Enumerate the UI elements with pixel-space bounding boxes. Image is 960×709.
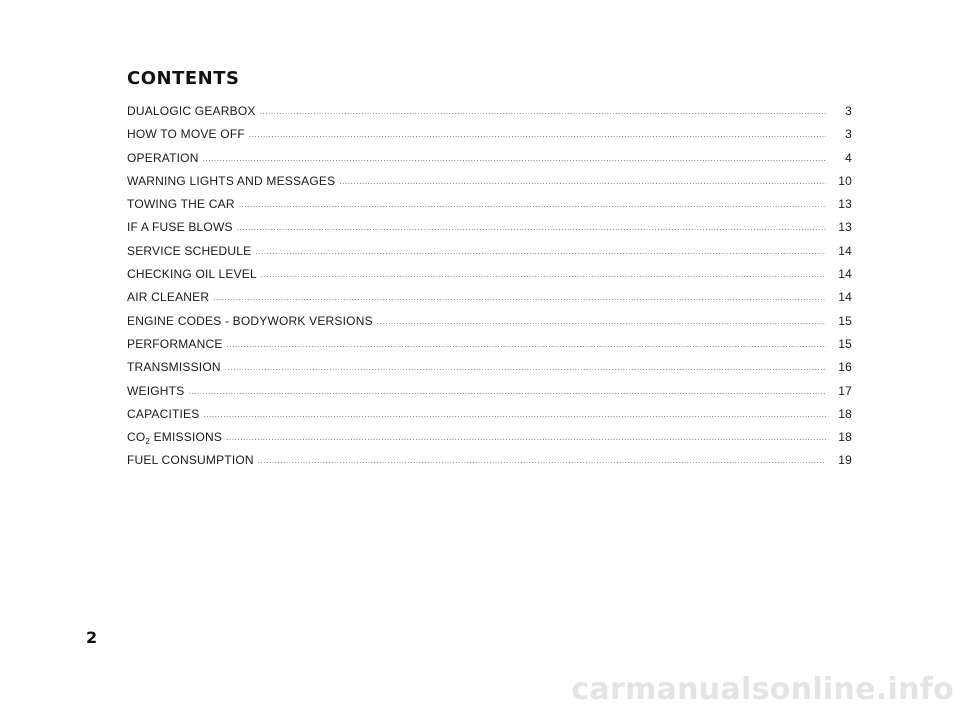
toc-entry-page: 13 <box>838 197 852 212</box>
toc-entry-co2-emissions[interactable] <box>127 430 852 453</box>
toc-dot-leader <box>203 154 826 163</box>
toc-entry-label: FUEL CONSUMPTION <box>127 453 254 468</box>
toc-entry-label: OPERATION <box>127 150 199 165</box>
toc-dot-leader <box>339 177 826 186</box>
site-watermark: carmanualsonline.info <box>571 672 954 707</box>
toc-entry-page: 19 <box>838 453 852 468</box>
toc-entry-page: 10 <box>838 173 852 188</box>
toc-dot-leader <box>255 247 826 256</box>
toc-dot-leader <box>188 387 826 396</box>
page-number: 2 <box>86 628 98 647</box>
toc-entry-performance[interactable] <box>127 337 852 360</box>
toc-entry-page: 3 <box>845 127 852 142</box>
toc-entry-page: 16 <box>838 360 852 375</box>
toc-dot-leader <box>213 293 826 302</box>
toc-entry-service-schedule[interactable] <box>127 244 852 267</box>
toc-label-subscript: 2 <box>145 437 151 447</box>
toc-entry-page: 18 <box>838 430 852 445</box>
toc-entry-towing-the-car[interactable] <box>127 197 852 220</box>
toc-entry-label <box>127 430 226 447</box>
toc-dot-leader <box>239 200 826 209</box>
page-title: CONTENTS <box>127 68 240 89</box>
toc-entry-label: CHECKING OIL LEVEL <box>127 267 257 282</box>
toc-dot-leader <box>249 130 826 139</box>
toc-entry-page: 15 <box>838 313 852 328</box>
toc-entry-label: AIR CLEANER <box>127 290 210 305</box>
toc-entry-checking-oil-level[interactable] <box>127 267 852 290</box>
table-of-contents <box>127 104 852 477</box>
toc-dot-leader <box>203 410 826 419</box>
toc-entry-page: 17 <box>838 383 852 398</box>
toc-entry-label: CAPACITIES <box>127 406 200 421</box>
toc-dot-leader <box>227 340 826 349</box>
toc-entry-warning-lights[interactable] <box>127 174 852 197</box>
toc-entry-page: 14 <box>838 290 852 305</box>
toc-entry-operation[interactable] <box>127 151 852 174</box>
toc-dot-leader <box>225 363 826 372</box>
toc-entry-label: WEIGHTS <box>127 383 185 398</box>
toc-entry-transmission[interactable] <box>127 360 852 383</box>
toc-entry-label: IF A FUSE BLOWS <box>127 220 233 235</box>
toc-entry-label: WARNING LIGHTS AND MESSAGES <box>127 173 336 188</box>
toc-dot-leader <box>261 270 826 279</box>
toc-entry-label: PERFORMANCE <box>127 336 223 351</box>
toc-entry-label: TOWING THE CAR <box>127 197 235 212</box>
toc-entry-label: SERVICE SCHEDULE <box>127 243 252 258</box>
toc-entry-page: 4 <box>845 150 852 165</box>
toc-dot-leader <box>237 223 826 232</box>
toc-entry-page: 3 <box>845 104 852 118</box>
toc-dot-leader <box>260 107 826 116</box>
toc-entry-label: ENGINE CODES - BODYWORK VERSIONS <box>127 313 373 328</box>
toc-entry-page: 18 <box>838 406 852 421</box>
toc-entry-capacities[interactable] <box>127 407 852 430</box>
toc-entry-if-a-fuse-blows[interactable] <box>127 220 852 243</box>
toc-dot-leader <box>377 317 826 326</box>
toc-label-text: CO <box>127 430 146 445</box>
toc-entry-page: 14 <box>838 243 852 258</box>
toc-entry-engine-codes[interactable] <box>127 314 852 337</box>
toc-entry-label: DUALOGIC GEARBOX <box>127 104 256 118</box>
toc-entry-dualogic-gearbox[interactable] <box>127 104 852 127</box>
toc-entry-label: TRANSMISSION <box>127 360 221 375</box>
toc-label-text-rest: EMISSIONS <box>150 430 223 445</box>
toc-entry-page: 14 <box>838 267 852 282</box>
toc-entry-weights[interactable] <box>127 384 852 407</box>
toc-entry-page: 15 <box>838 336 852 351</box>
toc-entry-fuel-consumption[interactable] <box>127 453 852 476</box>
toc-entry-label: HOW TO MOVE OFF <box>127 127 245 142</box>
toc-entry-page: 13 <box>838 220 852 235</box>
toc-dot-leader <box>258 456 826 465</box>
toc-entry-air-cleaner[interactable] <box>127 290 852 313</box>
toc-entry-how-to-move-off[interactable] <box>127 127 852 150</box>
toc-dot-leader <box>226 433 826 442</box>
